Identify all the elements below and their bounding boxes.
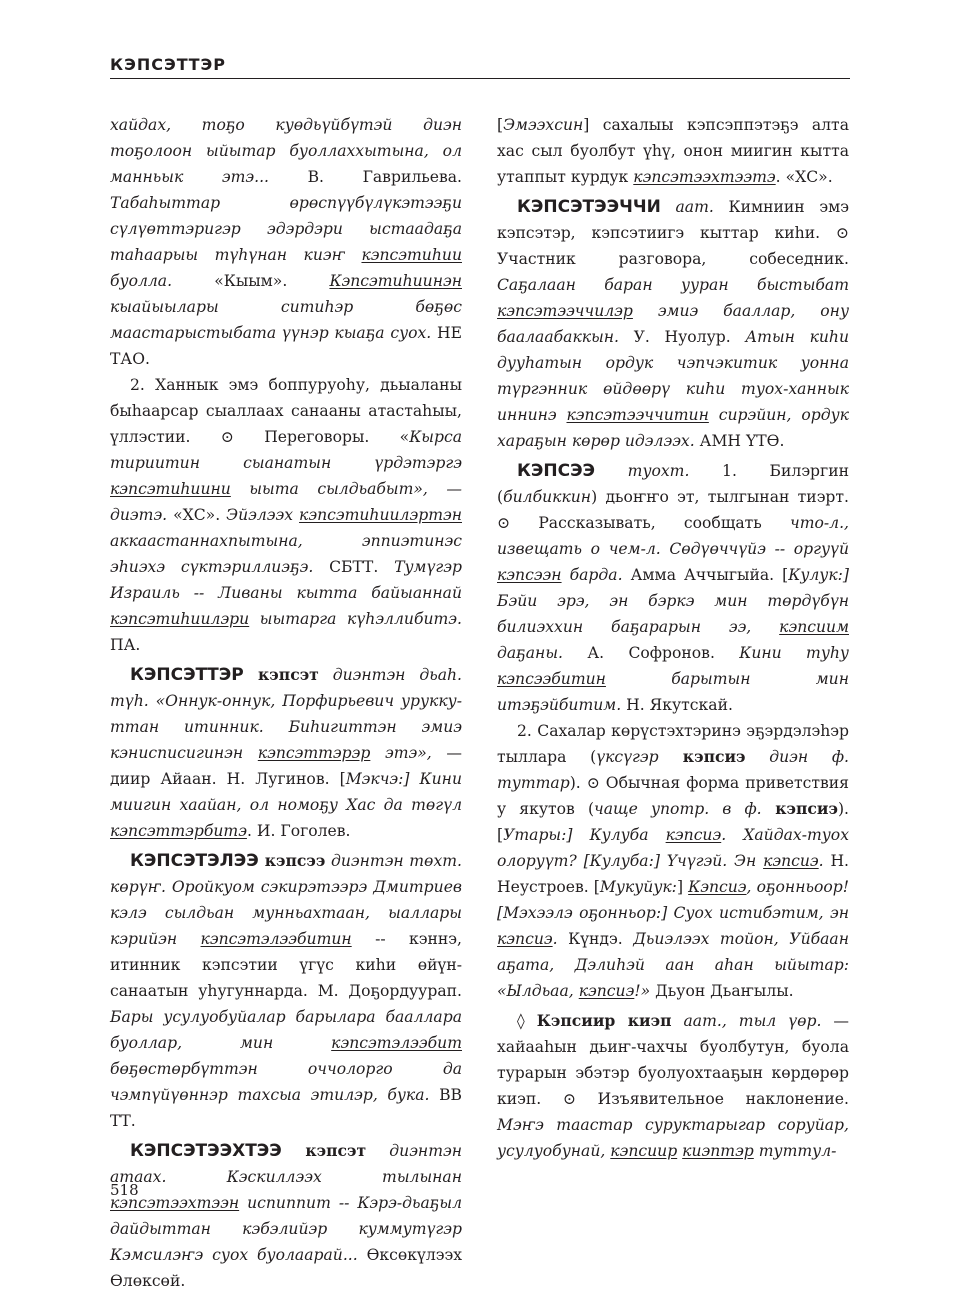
headword: КЭПСЭЭ	[517, 461, 596, 481]
right-column	[497, 112, 849, 1164]
dictionary-entry: КЭПСЭЭ туохт. 1. Билэргин (билбиккин) дьоҥҥо эт, тылгынан тиэрт. ⊙ Рассказывать, сообщать что-л., извещать о чем-л. Сөдүөччүйэ -- оргуүй кэпсээн барда. Амма Аччыгыйа. [Кулук:] Бэйи эрэ, эн бэркэ мин төрдүбүн билиэххин баҕарарын ээ, кэпсиим даҕаны. А. Софронов. Кини туһу кэпсээбитин барытын мин итэҕэйбитим. Н. Якутскай.	[497, 461, 850, 714]
headword: КЭПСЭТЭЭЧЧИ	[517, 197, 661, 217]
header-rule	[110, 78, 850, 79]
dictionary-entry: КЭПСЭТЭЭЧЧИ аат. Кимниин эмэ кэпсэтэр, кэпсэтиигэ кыттар киһи. ⊙ Участник разговора, собеседник. Саҕалаан баран ууран быстыбат кэпсэтээччилэр эмиэ бааллар, ону баалаабаккын. У. Нуолур. Атын киһи дууһатын ордук чэпчэкитик уонна түргэнник өйдөөрү киһи туох-ханнык иннинэ кэпсэтээччитин сирэйин, ордук хараҕын көрөр идэлээх. АМН ҮТӨ.	[497, 197, 850, 450]
dictionary-entry: КЭПСЭТТЭР кэпсэт диэнтэн дьаһ. түһ. «Оннук-оннук, Порфирьевич уруккуттан итинник. Биһигиттэн эмиэ кэнисписигинэн кэпсэттэрэр этэ», — диир Айаан. Н. Лугинов. [Мэкчэ:] Кини миигин хаайан, ол номоҕу Хас да төгүл кэпсэттэрбитэ. И. Гоголев.	[110, 665, 462, 840]
running-header: КЭПСЭТТЭР	[110, 55, 226, 74]
dictionary-entry: КЭПСЭТЭЭХТЭЭ кэпсэт диэнтэн атаах. Кэскиллээх тылынан кэпсэтээхтээн испиппит -- Кэрэ-дьаҕыл дайдыттан кэбэлийэр куммутүгэр Кэмсилэҥэ суох буолаарай... Өксөкүлээх Өлөксөй.	[110, 1141, 462, 1290]
paragraph: хайдах, тоҕо куөдьүйбүтэй диэн тоҕолоон ыйытар буоллаххытына, ол манньык этэ... В. Гаврильева. Табаһыттар өрөспүүбүлүкэтээҕи сүлүөттэригэр эдэрдэри ыстаадаҕа таһаарыы түһүнан киэҥ кэпсэтиһии буолла. «Кыым». Кэпсэтиһиинэн кыайыылары ситиһэр бөҕөс маастарыстыбата үүнэр кыаҕа суох. НЕ ТАО.	[110, 116, 462, 368]
left-column	[110, 112, 462, 1294]
headword: КЭПСЭТТЭР	[130, 665, 244, 685]
dictionary-entry: КЭПСЭТЭЛЭЭ кэпсээ диэнтэн төхт. көрүҥ. Оройкуом сэкирэтээрэ Дмитриев кэлэ сылдьан мунньахтаан, ыаллары кэрийэн кэпсэтэлээбитин -- кэннэ, итинник кэпсэтии үгүс киһи өйүн-санаатын уһугуннарда. М. Доҕордуурап. Бары усулуобуйалар барылара бааллара буоллар, мин кэпсэтэлээбит бөҕөстөрбүттэн оччолорго да чэмпүйүөннэр тахсыа этилэр, бука. ВВ ТТ.	[110, 851, 462, 1130]
page-number: 518	[110, 1181, 139, 1199]
paragraph: [Эмээхсин] сахалыы кэпсэппэтэҕэ алта хас сыл буолбут үһү, онон миигин кытта утаппыт курдук кэпсэтээхтээтэ. «ХС».	[497, 116, 849, 186]
headword: КЭПСЭТЭЛЭЭ	[130, 851, 259, 871]
headword: Кэпсиир киэп	[536, 1011, 672, 1030]
paragraph: 2. Сахалар көрүстэхтэринэ эҕэрдэлэһэр тыллара (үксүгэр кэпсиэ диэн ф. туттар). ⊙ Обычная форма приветствия у якутов (чаще употр. в ф. кэпсиэ). [Утары:] Кулуба кэпсиэ. Хайдах-туох олоруүт? [Кулуба:] Үчүгэй. Эн кэпсиэ. Н. Неустроев. [Мукуйук:] Кэпсиэ, оҕонньоор! [Мэхээлэ оҕонньор:] Суох истибэтим, эн кэпсиэ. Күндэ. Дьиэлээх тойон, Уйбаан аҕата, Дэлиһэй аан аһан ыйытар: «Ылдьаа, кэпсиэ!» Дьуон Дьаҥылы.	[497, 722, 850, 1000]
diamond-icon: ◊	[517, 1012, 537, 1030]
headword: КЭПСЭТЭЭХТЭЭ	[130, 1141, 282, 1161]
dictionary-entry: ◊ Кэпсиир киэп аат., тыл үөр. — хайааһын дьиҥ-чахчы буолбутун, буола турарын эбэтэр буолуохтааҕын көрдөрөр киэп. ⊙ Изъявительное наклонение. Мэҥэ таастар суруктарыгар соруйар, усулуобунай, кэпсиир киэптэр туттул-	[497, 1011, 849, 1160]
paragraph: 2. Ханнык эмэ боппуруоһу, дьыаланы быһаарсар сыаллаах санааны атастаһыы, үллэстии. ⊙ Переговоры. «Кырса тириитин сыанатын үрдэтэргэ кэпсэтиһиини ыыта сылдьабыт», — диэтэ. «ХС». Эйэлээх кэпсэтиһиилэртэн аккаастаннахпытына, эппиэтинэс эһиэхэ сүктэриллиэҕэ. СБТТ. Тумүгэр Израиль -- Ливаны кытта байыаннай кэпсэтиһиилэри ыытарга күһэллибитэ. ПА.	[110, 376, 462, 654]
